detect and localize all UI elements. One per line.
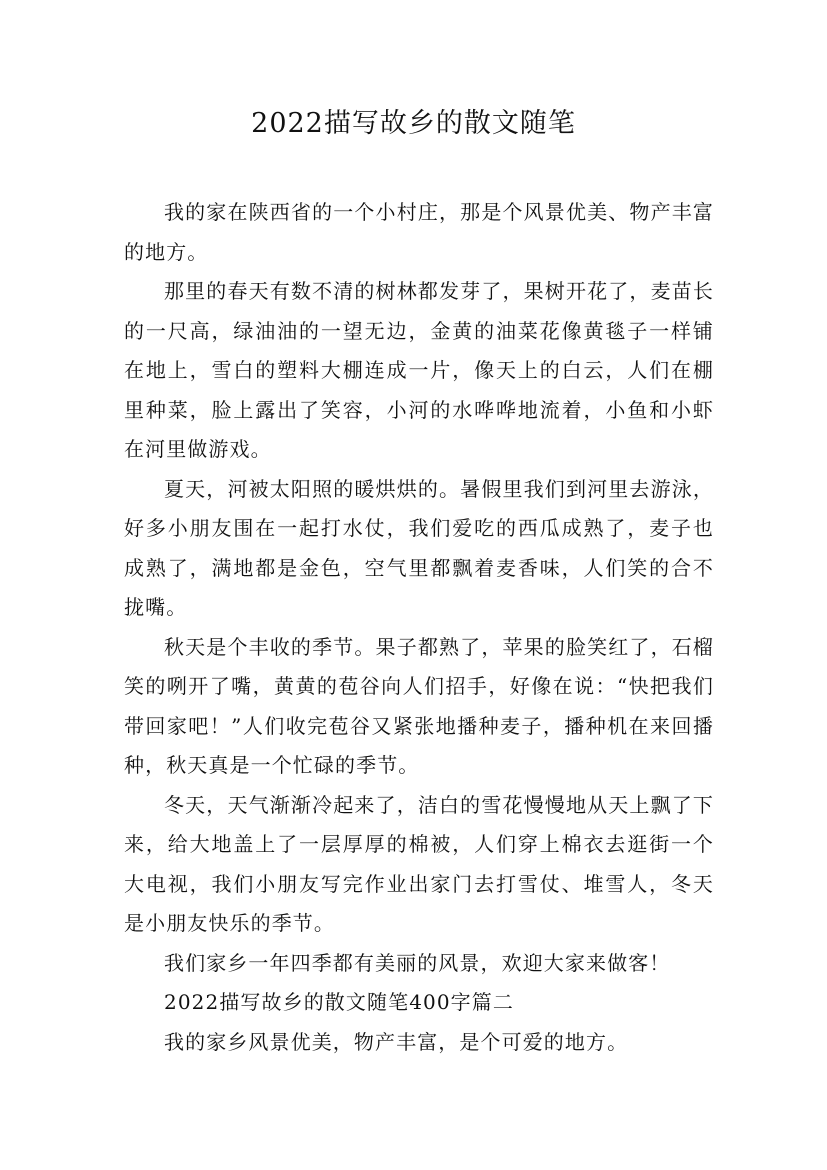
paragraph-autumn: 秋天是个丰收的季节。果子都熟了，苹果的脸笑红了，石榴笑的咧开了嘴，黄黄的苞谷向人们招手，好像在说：“快把我们带回家吧！”人们收完苞谷又紧张地播种麦子，播种机在来回播种，秋天真是一个忙碌的季节。 xyxy=(124,634,714,777)
document-body xyxy=(124,193,714,1062)
paragraph-section-two-intro: 我的家乡风景优美，物产丰富，是个可爱的地方。 xyxy=(164,1029,629,1054)
paragraph-intro: 我的家在陕西省的一个小村庄，那是个风景优美、物产丰富的地方。 xyxy=(124,200,714,264)
document-title: 2022描写故乡的散文随笔 xyxy=(251,108,576,139)
paragraph-spring: 那里的春天有数不清的树林都发芽了，果树开花了，麦苗长的一尺高，绿油油的一望无边，金黄的油菜花像黄毯子一样铺在地上，雪白的塑料大棚连成一片，像天上的白云，人们在棚里种菜，脸上露出了笑容，小河的水哗哗地流着，小鱼和小虾在河里做游戏。 xyxy=(124,279,714,461)
section-heading: 2022描写故乡的散文随笔400字篇二 xyxy=(164,990,514,1014)
paragraph-summer: 夏天，河被太阳照的暖烘烘的。暑假里我们到河里去游泳，好多小朋友围在一起打水仗，我们爱吃的西瓜成熟了，麦子也成熟了，满地都是金色，空气里都飘着麦香味，人们笑的合不拢嘴。 xyxy=(124,476,714,619)
paragraph-winter: 冬天，天气渐渐冷起来了，洁白的雪花慢慢地从天上飘了下来，给大地盖上了一层厚厚的棉被，人们穿上棉衣去逛街一个大电视，我们小朋友写完作业出家门去打雪仗、堆雪人，冬天是小朋友快乐的季节。 xyxy=(124,792,714,935)
paragraph-welcome: 我们家乡一年四季都有美丽的风景，欢迎大家来做客！ xyxy=(164,950,671,975)
